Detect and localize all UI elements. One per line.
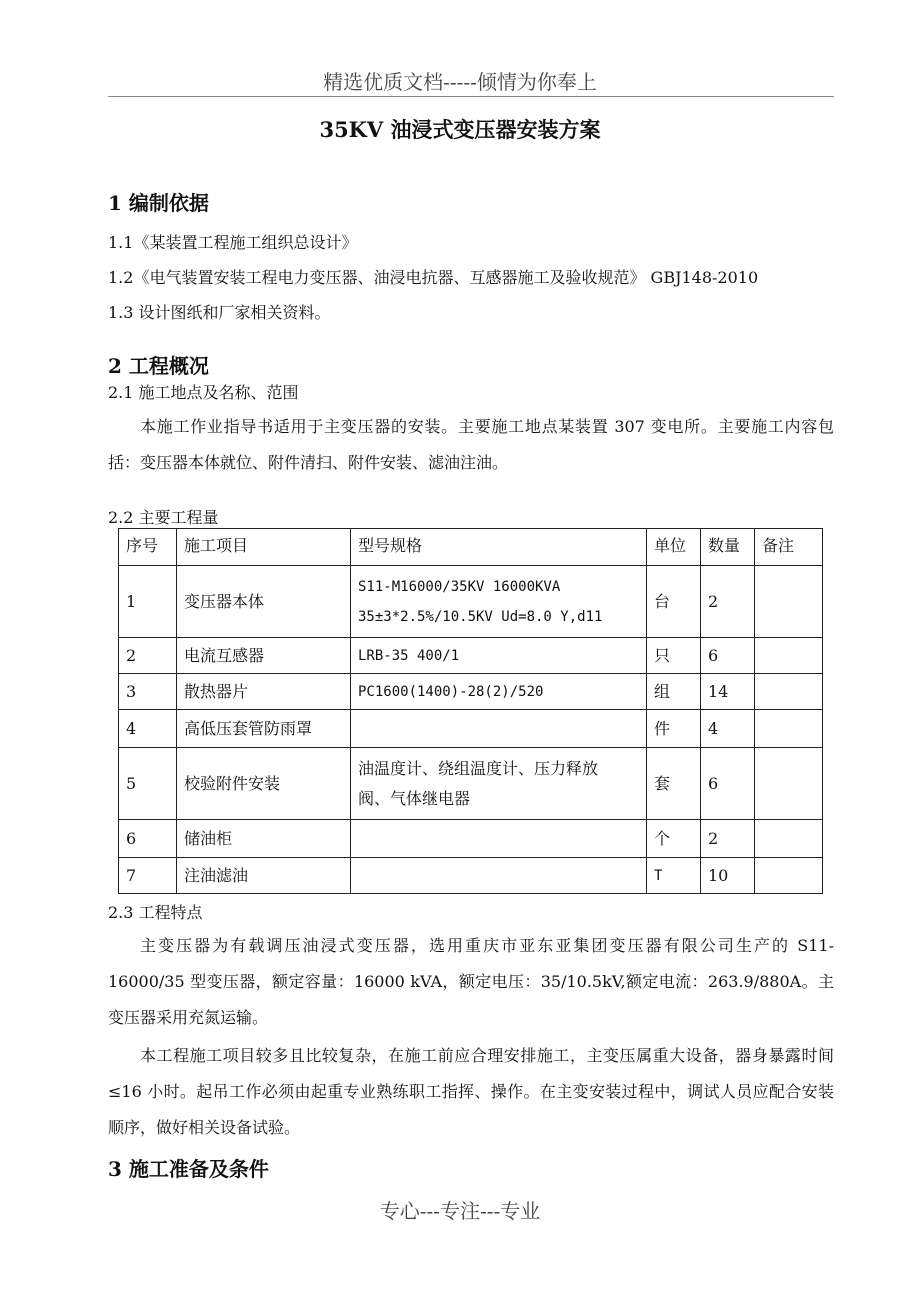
table-cell: 5: [119, 748, 177, 820]
table-cell: 6: [701, 638, 755, 674]
table-row: [119, 858, 823, 894]
table-cell: 10: [701, 858, 755, 894]
subsection-2-3-para-1: 主变压器为有载调压油浸式变压器，选用重庆市亚东亚集团变压器有限公司生产的 S11-16000/35 型变压器，额定容量：16000 kVA，额定电压：35/10.5kV,额定电流：263.9/880A。主变压器采用充氮运输。: [108, 936, 834, 1027]
table-cell: [755, 674, 823, 710]
table-cell-spec: LRB-35 400/1: [351, 638, 647, 674]
table-cell: 校验附件安装: [177, 748, 351, 820]
table-cell: [755, 820, 823, 858]
table-cell: 散热器片: [177, 674, 351, 710]
table-cell: 3: [119, 674, 177, 710]
table-cell: 6: [119, 820, 177, 858]
section-3-heading: 3 施工准备及条件: [108, 1157, 269, 1181]
table-row: [119, 638, 823, 674]
subsection-2-1-heading: 2.1 施工地点及名称、范围: [108, 383, 299, 402]
subsection-2-2-heading: 2.2 主要工程量: [108, 508, 219, 527]
column-header: 数量: [701, 529, 755, 566]
table-cell-spec: [351, 710, 647, 748]
table-header-row: [119, 529, 823, 566]
column-header: 施工项目: [177, 529, 351, 566]
table-cell: 套: [647, 748, 701, 820]
table-cell: 7: [119, 858, 177, 894]
page-footer: 专心---专注---专业: [379, 1199, 541, 1223]
table-row: [119, 674, 823, 710]
page-header: 精选优质文档-----倾情为你奉上: [323, 70, 597, 94]
table-cell: 储油柜: [177, 820, 351, 858]
subsection-2-3-para-2: 本工程施工项目较多且比较复杂，在施工前应合理安排施工，主变压属重大设备，器身暴露时间≤16 小时。起吊工作必须由起重专业熟练职工指挥、操作。在主变安装过程中，调试人员应配合安装顺序，做好相关设备试验。: [108, 1046, 834, 1137]
table-cell: 变压器本体: [177, 566, 351, 638]
table-cell-spec: [351, 820, 647, 858]
table-row: [119, 820, 823, 858]
table-cell: [755, 710, 823, 748]
column-header: 序号: [119, 529, 177, 566]
table-cell: 2: [119, 638, 177, 674]
table-cell-spec: PC1600(1400)-28(2)/520: [351, 674, 647, 710]
column-header: 型号规格: [351, 529, 647, 566]
column-header: 备注: [755, 529, 823, 566]
table-cell: 注油滤油: [177, 858, 351, 894]
basis-item-3: 1.3 设计图纸和厂家相关资料。: [108, 303, 331, 322]
table-cell: 4: [701, 710, 755, 748]
table-cell: 组: [647, 674, 701, 710]
table-cell: 2: [701, 566, 755, 638]
table-cell: 只: [647, 638, 701, 674]
document-title: 35KV 油浸式变压器安装方案: [319, 117, 601, 142]
table-cell: 高低压套管防雨罩: [177, 710, 351, 748]
table-cell: 2: [701, 820, 755, 858]
table-cell: 14: [701, 674, 755, 710]
header-divider: [108, 96, 834, 97]
table-cell: 4: [119, 710, 177, 748]
quantities-table: [118, 528, 823, 894]
table-cell: [755, 858, 823, 894]
spec-line: S11-M16000/35KV 16000KVA: [358, 578, 561, 595]
subsection-2-3-heading: 2.3 工程特点: [108, 903, 203, 922]
table-cell: [755, 748, 823, 820]
table-cell-spec: [351, 566, 647, 638]
subsection-2-1-text: 本施工作业指导书适用于主变压器的安装。主要施工地点某装置 307 变电所。主要施工内容包括：变压器本体就位、附件清扫、附件安装、滤油注油。: [108, 417, 834, 472]
column-header: 单位: [647, 529, 701, 566]
table-row: [119, 566, 823, 638]
section-2-heading: 2 工程概况: [108, 354, 209, 378]
table-cell: T: [647, 858, 701, 894]
table-cell: 1: [119, 566, 177, 638]
table-cell: 电流互感器: [177, 638, 351, 674]
basis-item-2: 1.2《电气装置安装工程电力变压器、油浸电抗器、互感器施工及验收规范》 GBJ148-2010: [108, 268, 759, 287]
table-cell: [755, 566, 823, 638]
table-row: [119, 710, 823, 748]
spec-line: 油温度计、绕组温度计、压力释放: [358, 758, 599, 778]
table-cell: 6: [701, 748, 755, 820]
table-cell: 个: [647, 820, 701, 858]
section-1-heading: 1 编制依据: [108, 191, 209, 215]
table-row: [119, 748, 823, 820]
spec-line: 阀、气体继电器: [358, 788, 471, 808]
spec-line: 35±3*2.5%/10.5KV Ud=8.0 Y,d11: [358, 608, 603, 625]
table-cell: 台: [647, 566, 701, 638]
basis-item-1: 1.1《某装置工程施工组织总设计》: [108, 233, 358, 252]
table-cell-spec: [351, 858, 647, 894]
table-cell: [755, 638, 823, 674]
table-cell: 件: [647, 710, 701, 748]
table-cell-spec: [351, 748, 647, 820]
